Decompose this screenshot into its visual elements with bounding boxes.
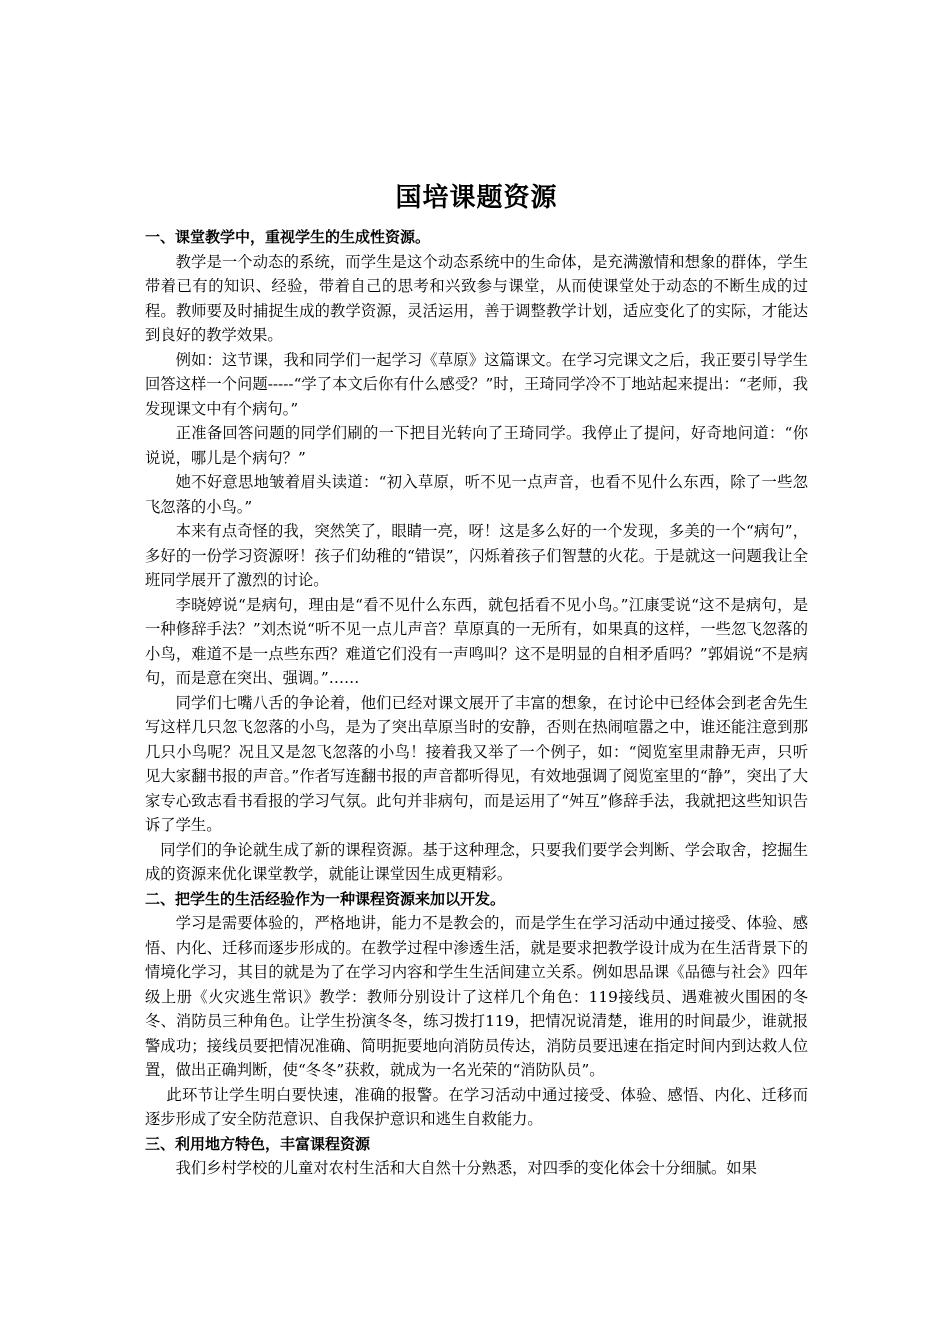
section-heading: 二、把学生的生活经验作为一种课程资源来加以开发。 bbox=[145, 889, 506, 908]
paragraph: 例如：这节课，我和同学们一起学习《草原》这篇课文。在学习完课文之后，我正要引导学生回答这样一个问题-----“学了本文后你有什么感受？”时，王琦同学冷不丁地站起来提出：“老师，我发现课文中有个病句。” bbox=[145, 350, 808, 418]
section-3 bbox=[145, 1132, 808, 1181]
document-page bbox=[145, 178, 808, 1181]
document-title: 国培课题资源 bbox=[395, 183, 558, 213]
section-1 bbox=[145, 225, 808, 887]
section-2 bbox=[145, 887, 808, 1132]
paragraph: 同学们七嘴八舌的争论着，他们已经对课文展开了丰富的想象，在讨论中已经体会到老舍先生写这样几只忽飞忽落的小鸟，是为了突出草原当时的安静，否则在热闹喧嚣之中，谁还能注意到那几只小鸟呢？况且又是忽飞忽落的小鸟！接着我又举了一个例子，如：“阅览室里肃静无声，只听见大家翻书报的声音。”作者写连翻书报的声音都听得见，有效地强调了阅览室里的“静”，突出了大家专心致志看书看报的学习气氛。此句并非病句，而是运用了“舛互”修辞手法，我就把这些知识告诉了学生。 bbox=[145, 693, 808, 834]
paragraph: 此环节让学生明白要快速，准确的报警。在学习活动中通过接受、体验、感悟、内化、迁移而逐步形成了安全防范意识、自我保护意识和逃生自救能力。 bbox=[145, 1085, 808, 1128]
section-heading: 三、利用地方特色，丰富课程资源 bbox=[145, 1134, 371, 1153]
paragraph: 同学们的争论就生成了新的课程资源。基于这种理念，只要我们要学会判断、学会取舍，挖掘生成的资源来优化课堂教学，就能让课堂因生成更精彩。 bbox=[145, 840, 808, 883]
paragraph: 本来有点奇怪的我，突然笑了，眼睛一亮，呀！这是多么好的一个发现，多美的一个“病句”，多好的一份学习资源呀！孩子们幼稚的“错误”，闪烁着孩子们智慧的火花。于是就这一问题我让全班同学展开了激烈的讨论。 bbox=[145, 522, 808, 589]
section-heading: 一、课堂教学中，重视学生的生成性资源。 bbox=[145, 228, 431, 246]
paragraph: 我们乡村学校的儿童对农村生活和大自然十分熟悉，对四季的变化体会十分细腻。如果 bbox=[175, 1159, 757, 1177]
paragraph: 她不好意思地皱着眉头读道：“初入草原，听不见一点声音，也看不见什么东西，除了一些忽飞忽落的小鸟。” bbox=[145, 473, 808, 516]
paragraph: 教学是一个动态的系统，而学生是这个动态系统中的生命体，是充满激情和想象的群体，学生带着已有的知识、经验，带着自己的思考和兴致参与课堂，从而使课堂处于动态的不断生成的过程。教师要及时捕捉生成的教学资源，灵活运用，善于调整教学计划，适应变化了的实际，才能达到良好的教学效果。 bbox=[145, 252, 808, 344]
paragraph: 学习是需要体验的，严格地讲，能力不是教会的，而是学生在学习活动中通过接受、体验、感悟、内化、迁移而逐步形成的。在教学过程中渗透生活，就是要求把教学设计成为在生活背景下的情境化学习，其目的就是为了在学习内容和学生生活间建立关系。例如思品课《品德与社会》四年级上册《火灾逃生常识》教学：教师分别设计了这样几个角色：119接线员、遇难被火围困的冬冬、消防员三种角色。让学生扮演冬冬，练习拨打119，把情况说清楚，谁用的时间最少，谁就报警成功；接线员要把情况准确、简明扼要地向消防员传达，消防员要迅速在指定时间内到达救人位置，做出正确判断，使“冬冬”获救，就成为一名光荣的“消防队员”。 bbox=[145, 914, 808, 1079]
paragraph: 李晓婷说“是病句，理由是“看不见什么东西，就包括看不见小鸟。”江康雯说“这不是病句，是一种修辞手法？”刘杰说“听不见一点儿声音？草原真的一无所有，如果真的这样，一些忽飞忽落的小鸟，难道不是一点些东西？难道它们没有一声鸣叫？这不是明显的自相矛盾吗？”郭娟说“不是病句，而是意在突出、强调。”…… bbox=[145, 595, 808, 687]
paragraph: 正准备回答问题的同学们刷的一下把目光转向了王琦同学。我停止了提问，好奇地问道：“你说说，哪儿是个病句？” bbox=[145, 424, 808, 467]
